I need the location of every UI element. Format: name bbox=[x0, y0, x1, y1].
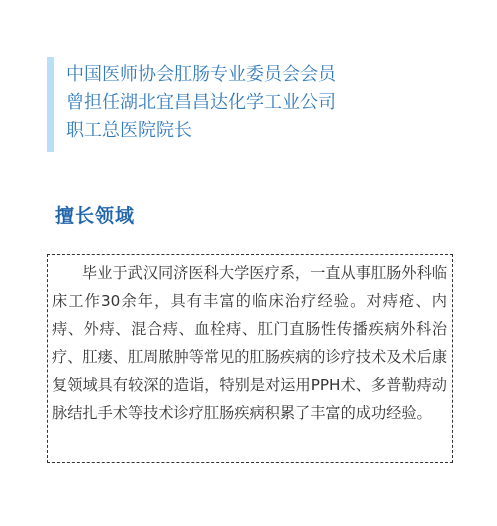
doctor-intro-lines bbox=[66, 61, 336, 145]
intro-line-former-position: 曾担任湖北宜昌昌达化学工业公司 bbox=[66, 92, 336, 113]
intro-line-membership: 中国医师协会肛肠专业委员会会员 bbox=[66, 64, 336, 85]
expertise-title: 擅长领域 bbox=[55, 205, 136, 227]
expertise-description: 毕业于武汉同济医科大学医疗系，一直从事肛肠外科临床工作30余年，具有丰富的临床治疗经验。对痔疮、内痔、外痔、混合痔、血栓痔、肛门直肠性传播疾病外科治疗、肛瘘、肛周脓肿等常见的肛肠疾病的诊疗技术及术后康复领域具有较深的造诣，特别是对运用PPH术、多普勒痔动脉结扎手术等技术诊疗肛肠疾病积累了丰富的成功经验。 bbox=[52, 264, 447, 422]
doctor-intro-block bbox=[47, 57, 447, 152]
expertise-box bbox=[47, 254, 453, 463]
intro-line-hospital-role: 职工总医院院长 bbox=[66, 120, 192, 141]
intro-accent-bar bbox=[47, 57, 54, 152]
